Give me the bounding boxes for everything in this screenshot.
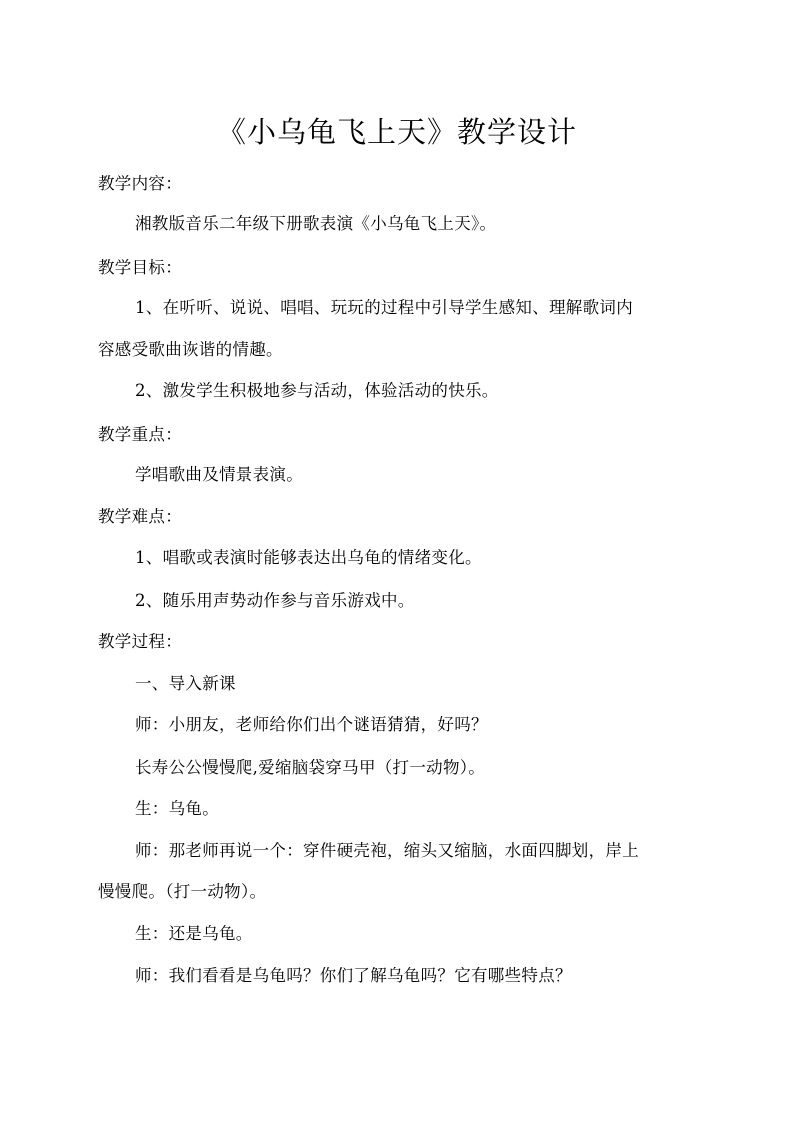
process-heading: 教学过程：	[98, 632, 182, 651]
dialog-3: 师：我们看看是乌龟吗？你们了解乌龟吗？它有哪些特点？	[135, 966, 572, 985]
goal-2: 2、激发学生积极地参与活动，体验活动的快乐。	[135, 381, 499, 400]
goal-1-line-1: 1、在听听、说说、唱唱、玩玩的过程中引导学生感知、理解歌词内	[135, 298, 633, 317]
answer-2: 生：还是乌龟。	[135, 924, 253, 943]
difficulty-2: 2、随乐用声势动作参与音乐游戏中。	[135, 591, 415, 610]
goal-1-line-2: 容感受歌曲诙谐的情趣。	[98, 340, 283, 359]
dialog-2-line-2: 慢慢爬。（打一动物）。	[98, 882, 267, 901]
dialog-1: 师：小朋友，老师给你们出个谜语猜猜，好吗？	[135, 715, 488, 734]
answer-1: 生：乌龟。	[135, 799, 219, 818]
key-points-text: 学唱歌曲及情景表演。	[135, 465, 303, 484]
dialog-2-line-1: 师：那老师再说一个：穿件硬壳袍，缩头又缩脑，水面四脚划，岸上	[135, 841, 639, 860]
teaching-goals-heading: 教学目标：	[98, 258, 182, 277]
teaching-content-text: 湘教版音乐二年级下册歌表演《小乌龟飞上天》。	[135, 214, 497, 233]
difficulty-1: 1、唱歌或表演时能够表达出乌龟的情绪变化。	[135, 548, 482, 567]
riddle-1: 长寿公公慢慢爬,爱缩脑袋穿马甲（打一动物）。	[135, 758, 486, 777]
key-points-heading: 教学重点：	[98, 425, 182, 444]
difficulties-heading: 教学难点：	[98, 507, 182, 526]
section-1-heading: 一、导入新课	[135, 674, 236, 693]
teaching-content-heading: 教学内容：	[98, 174, 182, 193]
document-title: 《小乌龟飞上天》教学设计	[216, 115, 577, 149]
